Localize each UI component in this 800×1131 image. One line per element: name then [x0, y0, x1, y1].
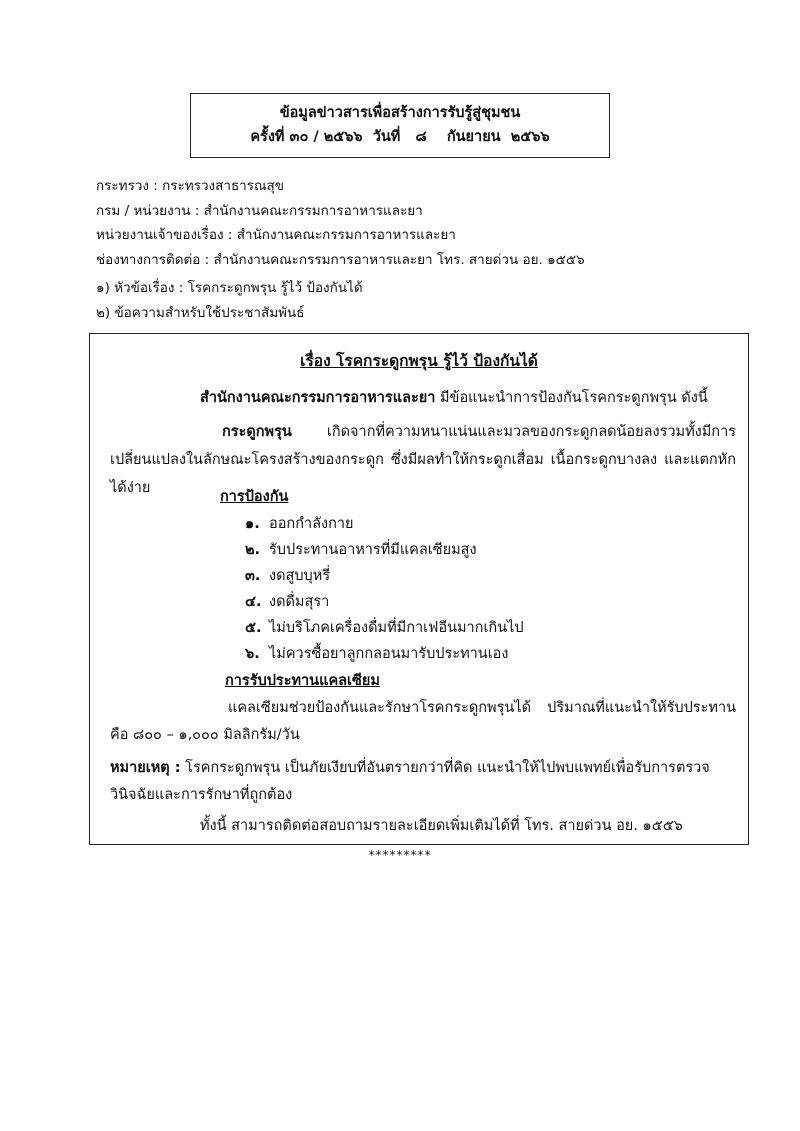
list-item-number: ๕. [245, 620, 262, 636]
list-item-text: งดสูบบุหรี่ [269, 568, 331, 584]
list-item-text: รับประทานอาหารที่มีแคลเซียมสูง [269, 542, 477, 558]
list-item-text: งดดื่มสุรา [269, 594, 330, 610]
list-item-number: ๓. [245, 568, 261, 584]
intro-text: มีข้อแนะนำการป้องกันโรคกระดูกพรุน ดังนี้ [435, 390, 708, 406]
calcium-paragraph: แคลเซียมช่วยป้องกันและรักษาโรคกระดูกพรุนได้ ปริมาณที่แนะนำให้รับประทานคือ ๘๐๐ – ๑,๐๐๐ มิลลิกรัม/วัน [110, 700, 736, 743]
prevention-heading: การป้องกัน [220, 489, 289, 505]
end-marker: ********* [368, 848, 432, 862]
note-label: หมายเหตุ : [110, 760, 181, 776]
list-item-text: ไม่บริโภคเครื่องดื่มที่มีกาเฟอีนมากเกินไป [269, 620, 524, 636]
closing-line: ทั้งนี้ สามารถติดต่อสอบถามรายละเอียดเพิ่มเติมได้ที่ โทร. สายด่วน อย. ๑๕๕๖ [200, 818, 683, 834]
definition-term: กระดูกพรุน [222, 424, 292, 440]
list-item-text: ออกกำลังกาย [269, 516, 354, 532]
list-item-number: ๖. [245, 646, 260, 662]
list-item [245, 589, 524, 615]
topic-2: ๒) ข้อความสำหรับใช้ประชาสัมพันธ์ [96, 304, 305, 321]
meta-info [96, 174, 585, 272]
meta-department: กรม / หน่วยงาน : สำนักงานคณะกรรมการอาหารและยา [96, 202, 423, 219]
content-box [89, 333, 749, 845]
meta-contact: ช่องทางการติดต่อ : สำนักงานคณะกรรมการอาหารและยา โทร. สายด่วน อย. ๑๕๕๖ [96, 251, 585, 268]
list-item-number: ๑. [245, 516, 260, 532]
topics [96, 276, 363, 325]
topic-1: ๑) หัวข้อเรื่อง : โรคกระดูกพรุน รู้ไว้ ป้องกันได้ [96, 280, 363, 296]
meta-ministry: กระทรวง : กระทรวงสาธารณสุข [96, 178, 285, 194]
definition-text: เกิดจากที่ความหนาแน่นและมวลของกระดูกลดน้อยลงรวมทั้งมีการเปลี่ยนแปลงในลักษณะโครงสร้างของกระดูก ซึ่งมีผลทำให้กระดูกเสื่อม เนื้อกระดูกบางลง และแตกหักได้ง่าย [110, 424, 736, 496]
content-title: เรื่อง โรคกระดูกพรุน รู้ไว้ ป้องกันได้ [300, 352, 538, 370]
intro-agency: สำนักงานคณะกรรมการอาหารและยา [200, 390, 436, 406]
list-item-number: ๒. [245, 542, 261, 558]
list-item [245, 615, 524, 641]
list-item [245, 511, 524, 537]
note-paragraph [110, 755, 736, 809]
header-issue-date: ครั้งที่ ๓๐ / ๒๕๖๖ วันที่ ๘ กันยายน ๒๕๖๖ [250, 129, 550, 145]
list-item [245, 537, 524, 563]
definition-paragraph [110, 418, 736, 502]
list-item-text: ไม่ควรซื้อยาลูกกลอนมารับประทานเอง [269, 646, 509, 662]
note-text: โรคกระดูกพรุน เป็นภัยเงียบที่อันตรายกว่าที่คิด แนะนำให้ไปพบแพทย์เพื่อรับการตรวจวินิจฉัยและการรักษาที่ถูกต้อง [110, 760, 710, 803]
calcium-heading: การรับประทานแคลเซียม [225, 673, 380, 689]
intro-line [200, 386, 708, 409]
list-item-number: ๔. [245, 594, 262, 610]
header-box [190, 93, 610, 158]
list-item [245, 563, 524, 589]
prevention-list [245, 511, 524, 667]
header-title: ข้อมูลข่าวสารเพื่อสร้างการรับรู้สู่ชุมชน [279, 105, 521, 121]
meta-owner-unit: หน่วยงานเจ้าของเรื่อง : สำนักงานคณะกรรมการอาหารและยา [96, 227, 456, 243]
list-item [245, 641, 524, 667]
